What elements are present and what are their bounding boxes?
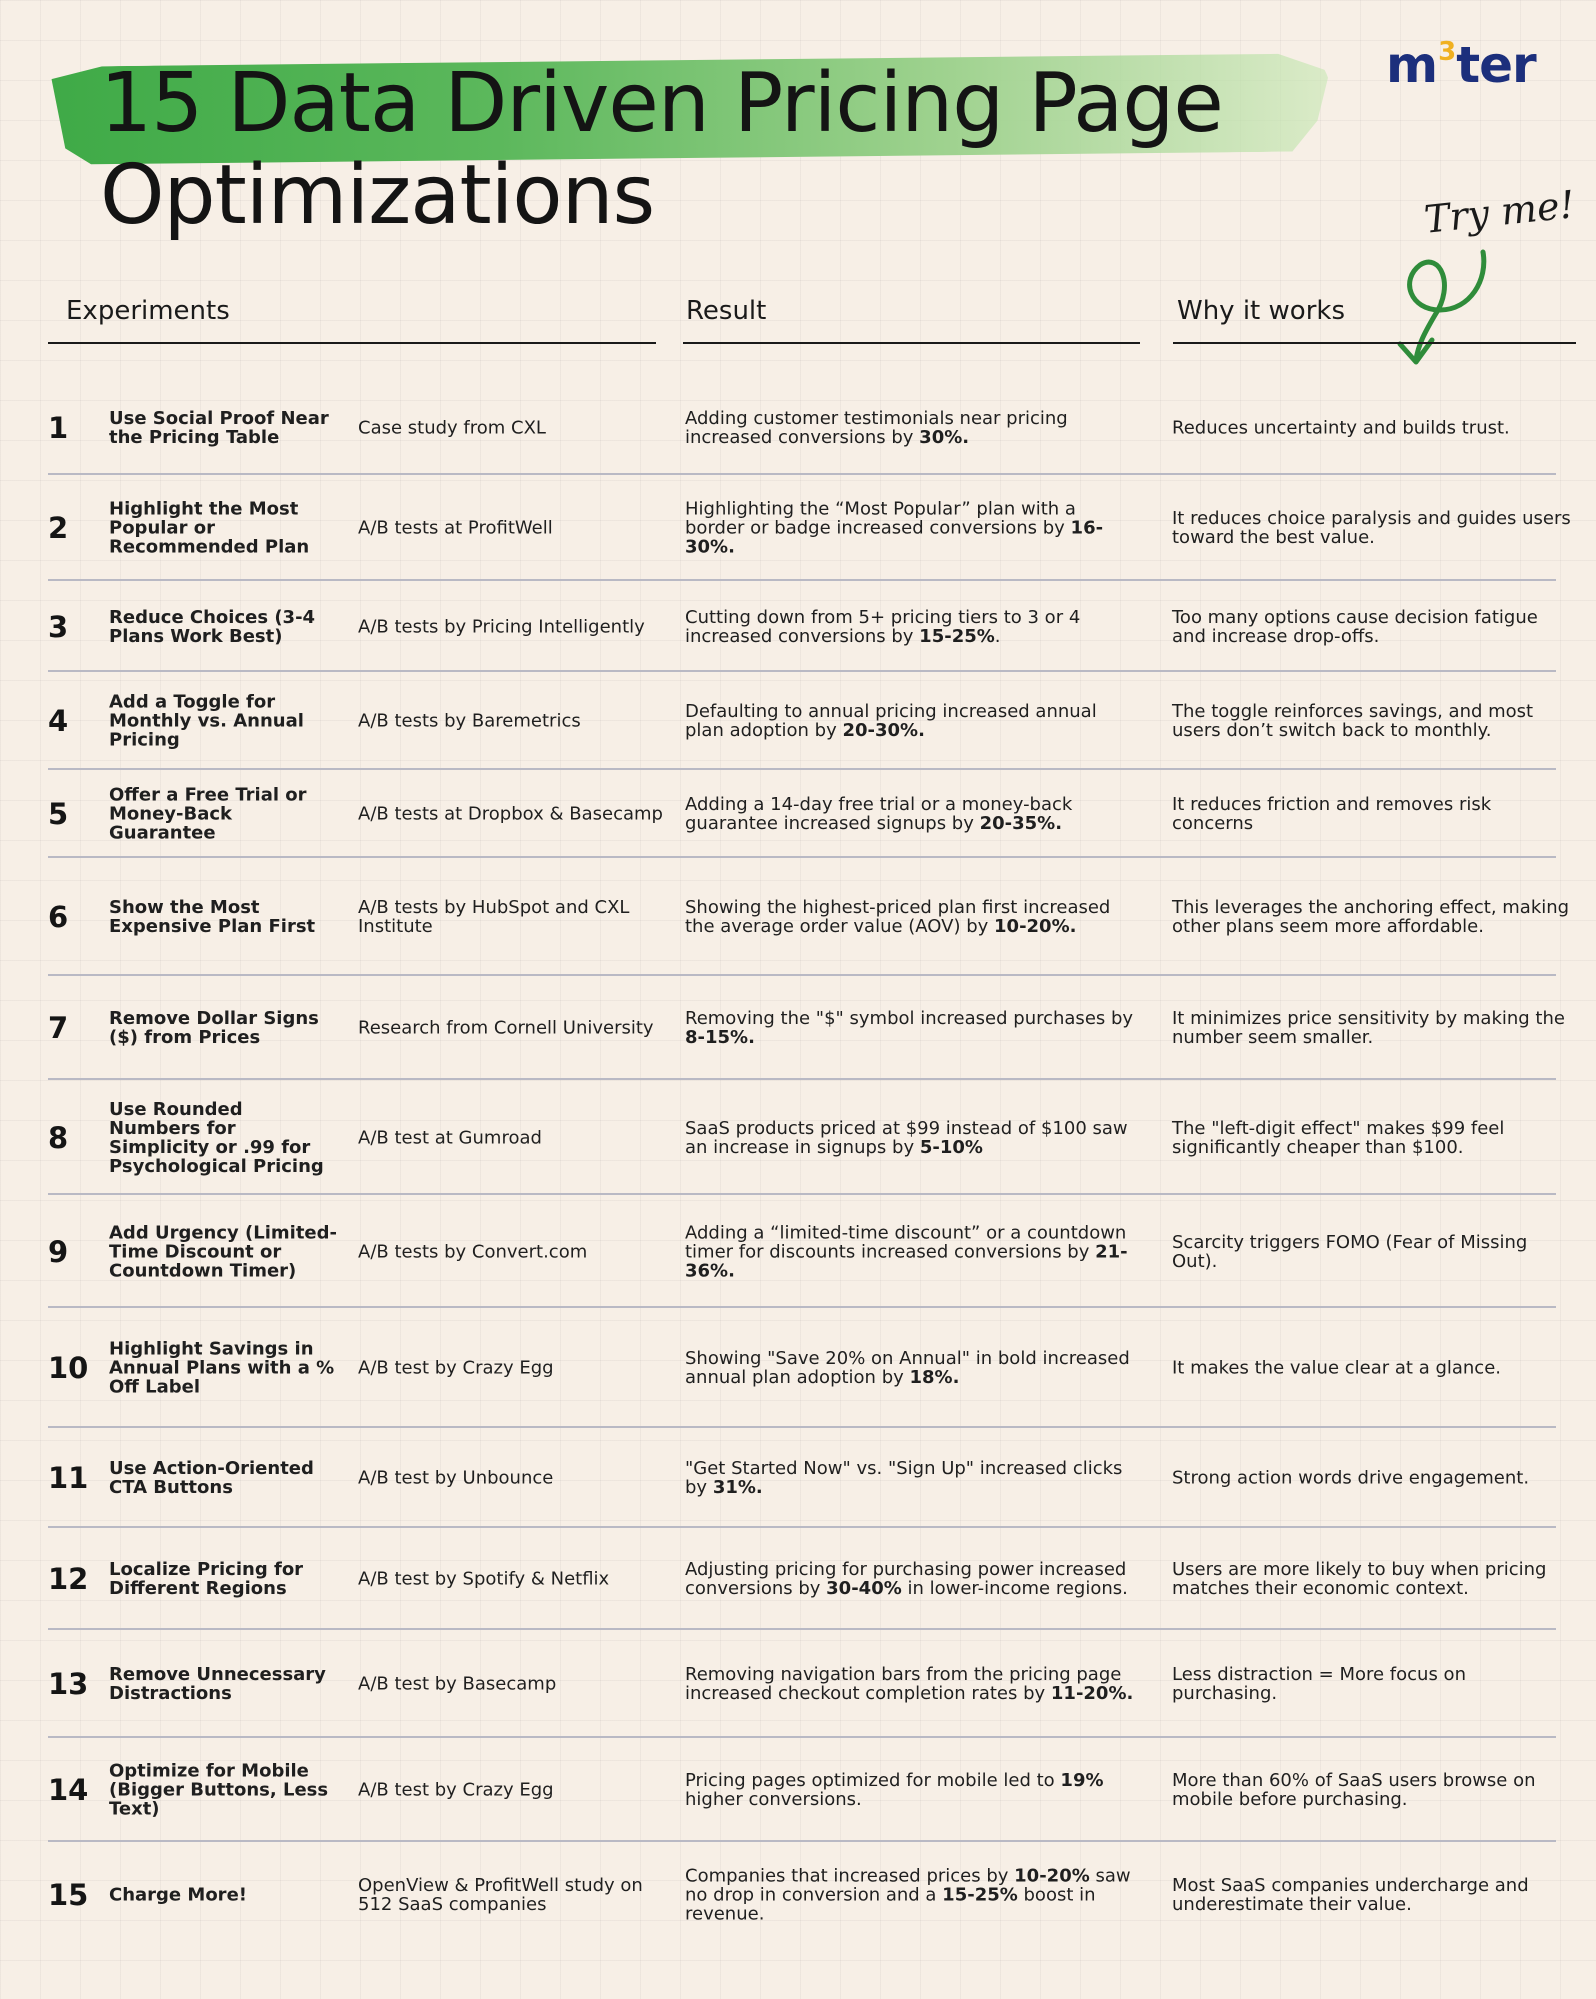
logo-ter: ter [1456, 36, 1536, 94]
experiment-name: Optimize for Mobile (Bigger Buttons, Less Text) [109, 1760, 329, 1820]
why-it-works: The toggle reinforces savings, and most users don’t switch back to monthly. [1172, 701, 1534, 741]
row-number: 4 [48, 704, 69, 738]
experiment-source: A/B tests by Baremetrics [358, 710, 581, 732]
experiment-source: A/B tests by Pricing Intelligently [358, 616, 645, 637]
table-row [48, 1308, 1556, 1428]
why-it-works: This leverages the anchoring effect, making other plans seem more affordable. [1172, 897, 1570, 937]
row-number: 12 [48, 1562, 89, 1596]
experiment-result: Adding a 14-day free trial or a money-back guarantee increased signups by 20-35%. [685, 794, 1073, 834]
table-row [48, 1738, 1556, 1842]
why-it-works: Strong action words drive engagement. [1172, 1467, 1530, 1489]
experiment-result: Highlighting the “Most Popular” plan with a border or badge increased conversions by 16-30%. [685, 498, 1104, 558]
table-row [48, 1630, 1556, 1738]
experiment-source: OpenView & ProfitWell study on 512 SaaS companies [358, 1875, 643, 1915]
table-row [48, 976, 1565, 1080]
why-it-works: It minimizes price sensitivity by making the number seem smaller. [1172, 1008, 1565, 1048]
why-it-works: More than 60% of SaaS users browse on mobile before purchasing. [1172, 1770, 1536, 1810]
table-row [48, 1428, 1556, 1528]
row-number: 3 [48, 609, 69, 644]
experiment-result: Adding a “limited-time discount” or a countdown timer for discounts increased conversions by 21-36%. [685, 1222, 1128, 1281]
experiment-source: A/B test by Crazy Egg [358, 1779, 554, 1801]
column-header-experiments: Experiments [66, 296, 230, 326]
experiment-name: Add a Toggle for Monthly vs. Annual Pricing [109, 691, 304, 751]
table-row [48, 770, 1556, 858]
experiment-name: Charge More! [109, 1884, 247, 1906]
table-row [48, 672, 1556, 770]
experiment-name: Highlight the Most Popular or Recommended Plan [109, 498, 310, 558]
m3ter-logo [1386, 36, 1536, 94]
experiment-name: Use Social Proof Near the Pricing Table [109, 407, 329, 448]
experiment-name: Use Action-Oriented CTA Buttons [109, 1458, 314, 1498]
experiment-name: Remove Unnecessary Distractions [109, 1664, 326, 1704]
why-it-works: Scarcity triggers FOMO (Fear of Missing Out). [1172, 1231, 1528, 1272]
experiment-result: Cutting down from 5+ pricing tiers to 3 or 4 increased conversions by 15-25%. [685, 606, 1081, 647]
page-title-line-1: 15 Data Driven Pricing Page [100, 56, 1223, 151]
experiment-name: Offer a Free Trial or Money-Back Guarantee [109, 784, 307, 844]
logo-3: 3 [1438, 37, 1456, 67]
experiment-source: A/B tests at ProfitWell [358, 517, 553, 539]
why-it-works: The "left-digit effect" makes $99 feel significantly cheaper than $100. [1172, 1117, 1505, 1158]
column-header-result: Result [686, 296, 767, 326]
experiment-name: Remove Dollar Signs ($) from Prices [109, 1008, 319, 1048]
experiment-result: SaaS products priced at $99 instead of $100 saw an increase in signups by 5-10% [685, 1117, 1128, 1158]
why-it-works: It reduces friction and removes risk concerns [1172, 794, 1492, 834]
experiment-name: Show the Most Expensive Plan First [109, 897, 316, 937]
row-number: 10 [48, 1351, 89, 1385]
why-it-works: Reduces uncertainty and builds trust. [1172, 417, 1510, 438]
experiment-source: A/B test by Spotify & Netflix [358, 1568, 610, 1590]
row-number: 7 [48, 1011, 69, 1045]
experiment-name: Reduce Choices (3-4 Plans Work Best) [109, 606, 316, 647]
row-number: 6 [48, 900, 69, 934]
curly-arrow-icon [1380, 240, 1500, 370]
row-number: 2 [48, 511, 69, 545]
why-it-works: It makes the value clear at a glance. [1172, 1357, 1502, 1379]
experiment-source: Case study from CXL [358, 417, 546, 438]
experiment-name: Highlight Savings in Annual Plans with a % Off Label [109, 1338, 335, 1398]
row-number: 5 [48, 797, 69, 831]
experiment-name: Localize Pricing for Different Regions [109, 1559, 304, 1599]
row-number: 8 [48, 1120, 69, 1155]
experiment-result: Pricing pages optimized for mobile led to 19% higher conversions. [685, 1770, 1104, 1810]
why-it-works: Too many options cause decision fatigue and increase drop-offs. [1172, 606, 1538, 647]
experiment-result: Removing the "$" symbol increased purchases by 8-15%. [685, 1008, 1134, 1048]
row-number: 9 [48, 1234, 69, 1269]
table-row [48, 475, 1571, 581]
page-title [100, 58, 1223, 242]
experiment-result: Defaulting to annual pricing increased annual plan adoption by 20-30%. [685, 701, 1097, 741]
why-it-works: Most SaaS companies undercharge and underestimate their value. [1172, 1875, 1529, 1915]
row-number: 13 [48, 1667, 89, 1701]
experiment-result: Adding customer testimonials near pricing increased conversions by 30%. [685, 407, 1068, 448]
experiment-source: A/B tests at Dropbox & Basecamp [358, 803, 663, 825]
experiment-source: A/B test by Basecamp [358, 1673, 557, 1695]
experiment-result: Showing "Save 20% on Annual" in bold increased annual plan adoption by 18%. [685, 1348, 1130, 1388]
why-it-works: Less distraction = More focus on purchasing. [1172, 1664, 1466, 1704]
table-row [48, 858, 1570, 976]
header-underline-result [683, 342, 1140, 344]
why-it-works: Users are more likely to buy when pricing matches their economic context. [1172, 1559, 1547, 1599]
why-it-works: It reduces choice paralysis and guides users toward the best value. [1172, 508, 1571, 548]
experiment-source: A/B tests by HubSpot and CXL Institute [358, 897, 630, 937]
experiment-result: Adjusting pricing for purchasing power increased conversions by 30-40% in lower-income regions. [685, 1559, 1128, 1599]
row-number: 1 [48, 410, 69, 445]
experiment-name: Add Urgency (Limited-Time Discount or Countdown Timer) [109, 1222, 337, 1281]
table-row [48, 1080, 1556, 1195]
table-row [48, 380, 1556, 475]
experiment-result: Removing navigation bars from the pricing page increased checkout completion rates by 11-20%. [685, 1664, 1134, 1704]
row-number: 11 [48, 1461, 89, 1495]
experiment-source: A/B tests by Convert.com [358, 1241, 588, 1262]
row-number: 15 [48, 1878, 89, 1912]
experiment-source: A/B test by Crazy Egg [358, 1357, 554, 1379]
try-me-label: Try me! [1422, 182, 1577, 242]
table-row [48, 1528, 1556, 1630]
table-row [48, 1195, 1556, 1308]
experiment-source: A/B test by Unbounce [358, 1467, 554, 1489]
experiment-name: Use Rounded Numbers for Simplicity or .99 for Psychological Pricing [109, 1098, 324, 1177]
logo-m: m [1386, 36, 1438, 94]
header-underline-why [1173, 342, 1576, 344]
page-title-line-2: Optimizations [100, 148, 655, 243]
experiment-result: "Get Started Now" vs. "Sign Up" increased clicks by 31%. [685, 1458, 1123, 1498]
column-header-why: Why it works [1177, 296, 1345, 326]
experiment-source: A/B test at Gumroad [358, 1127, 542, 1148]
experiment-result: Showing the highest-priced plan first increased the average order value (AOV) by 10-20%. [685, 897, 1111, 937]
experiment-result: Companies that increased prices by 10-20% saw no drop in conversion and a 15-25% boost in revenue. [685, 1865, 1131, 1925]
header-underline-experiments [48, 342, 656, 344]
table-row [48, 1842, 1556, 1948]
experiment-source: Research from Cornell University [358, 1017, 654, 1039]
row-number: 14 [48, 1773, 89, 1807]
table-row [48, 581, 1556, 672]
